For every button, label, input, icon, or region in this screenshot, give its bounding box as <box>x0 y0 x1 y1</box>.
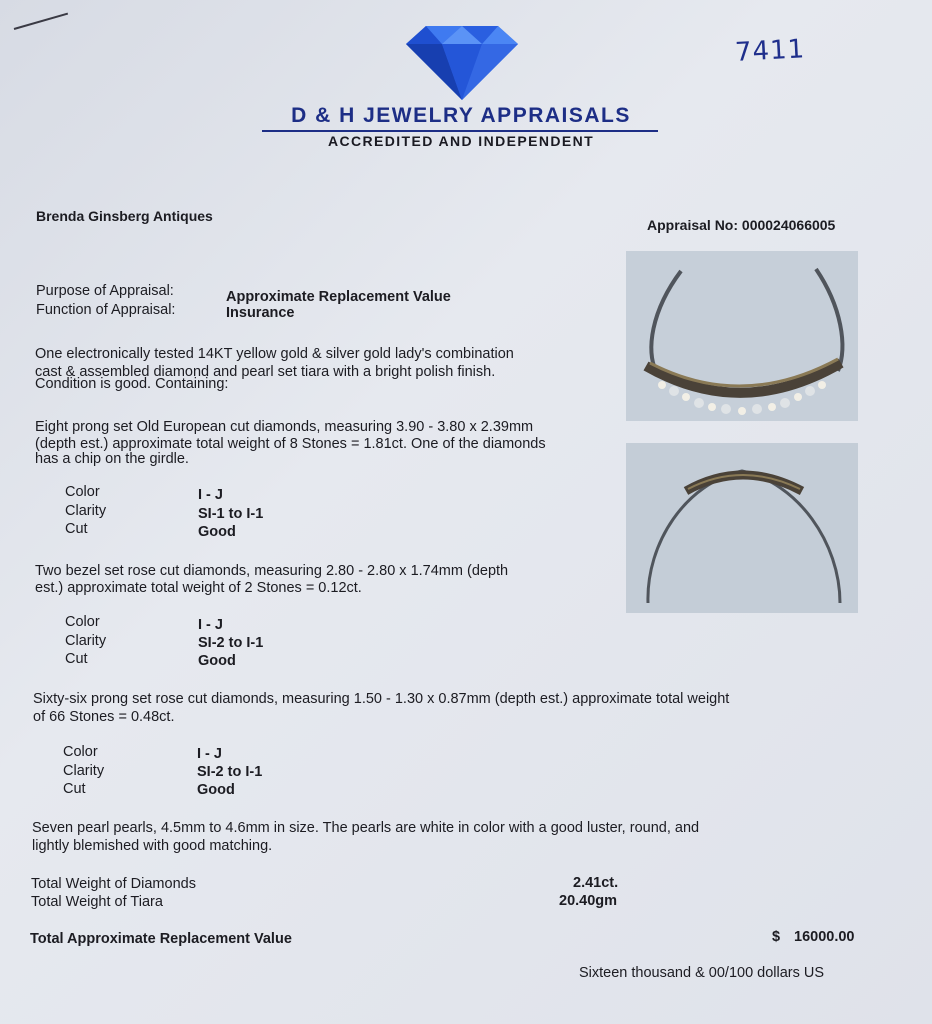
brand-underline <box>262 130 658 132</box>
spec-value: Good <box>198 524 236 540</box>
amount-in-words: Sixteen thousand & 00/100 dollars US <box>579 965 825 981</box>
spec-value: Good <box>197 782 235 798</box>
replacement-amount: 16000.00 <box>794 929 855 945</box>
stone-group-text: has a chip on the girdle. <box>35 451 189 467</box>
spec-label: Clarity <box>65 633 107 649</box>
pearl-description: Seven pearl pearls, 4.5mm to 4.6mm in size. The pearls are white in color with a good luster, round, and <box>32 820 700 836</box>
stone-group-text: of 66 Stones = 0.48ct. <box>33 709 175 725</box>
tiara-top-photo <box>626 443 858 613</box>
spec-label: Color <box>65 614 100 630</box>
stone-group-text: est.) approximate total weight of 2 Stones = 0.12ct. <box>35 580 362 596</box>
stone-group-text: Two bezel set rose cut diamonds, measuring 2.80 - 2.80 x 1.74mm (depth <box>35 563 509 579</box>
stone-group-text: (depth est.) approximate total weight of 8 Stones = 1.81ct. One of the diamonds <box>35 436 546 452</box>
spec-value: I - J <box>198 617 223 633</box>
company-name: D & H JEWELRY APPRAISALS <box>291 104 631 127</box>
spec-label: Color <box>63 744 98 760</box>
spec-value: SI-2 to I-1 <box>198 635 264 651</box>
pearl-description: lightly blemished with good matching. <box>32 838 273 854</box>
spec-label: Clarity <box>63 763 105 779</box>
pen-mark <box>14 13 68 30</box>
stone-group-text: Eight prong set Old European cut diamonds, measuring 3.90 - 3.80 x 2.39mm <box>35 419 534 435</box>
replacement-value-label: Total Approximate Replacement Value <box>30 931 292 947</box>
spec-value: SI-1 to I-1 <box>198 506 264 522</box>
function-value: Insurance <box>226 305 295 321</box>
spec-label: Color <box>65 484 100 500</box>
appraisal-number: Appraisal No: 000024066005 <box>647 217 836 233</box>
description-line: Condition is good. Containing: <box>35 376 229 392</box>
total-tiara-value: 20.40gm <box>559 893 618 909</box>
spec-label: Cut <box>63 781 86 797</box>
spec-label: Cut <box>65 521 88 537</box>
client-name: Brenda Ginsberg Antiques <box>36 208 213 224</box>
total-tiara-label: Total Weight of Tiara <box>31 894 163 910</box>
description-line: cast & assembled diamond and pearl set tiara with a bright polish finish. <box>35 364 496 380</box>
total-diamonds-label: Total Weight of Diamonds <box>31 876 196 892</box>
function-label: Function of Appraisal: <box>36 302 176 318</box>
spec-value: SI-2 to I-1 <box>197 764 263 780</box>
purpose-value: Approximate Replacement Value <box>226 289 451 305</box>
spec-value: Good <box>198 653 236 669</box>
spec-label: Cut <box>65 651 88 667</box>
tiara-front-photo <box>626 251 858 421</box>
diamond-logo-icon <box>406 26 518 100</box>
description-line: One electronically tested 14KT yellow gold & silver gold lady's combination <box>35 346 514 362</box>
total-diamonds-value: 2.41ct. <box>573 875 619 891</box>
spec-value: I - J <box>198 487 223 503</box>
spec-label: Clarity <box>65 503 107 519</box>
company-tagline: ACCREDITED AND INDEPENDENT <box>327 133 595 149</box>
stone-group-text: Sixty-six prong set rose cut diamonds, measuring 1.50 - 1.30 x 0.87mm (depth est.) approximate total weight <box>33 691 730 707</box>
handwritten-number: 7411 <box>734 34 806 68</box>
currency-symbol: $ <box>772 929 781 945</box>
spec-value: I - J <box>197 746 222 762</box>
purpose-label: Purpose of Appraisal: <box>36 283 174 299</box>
